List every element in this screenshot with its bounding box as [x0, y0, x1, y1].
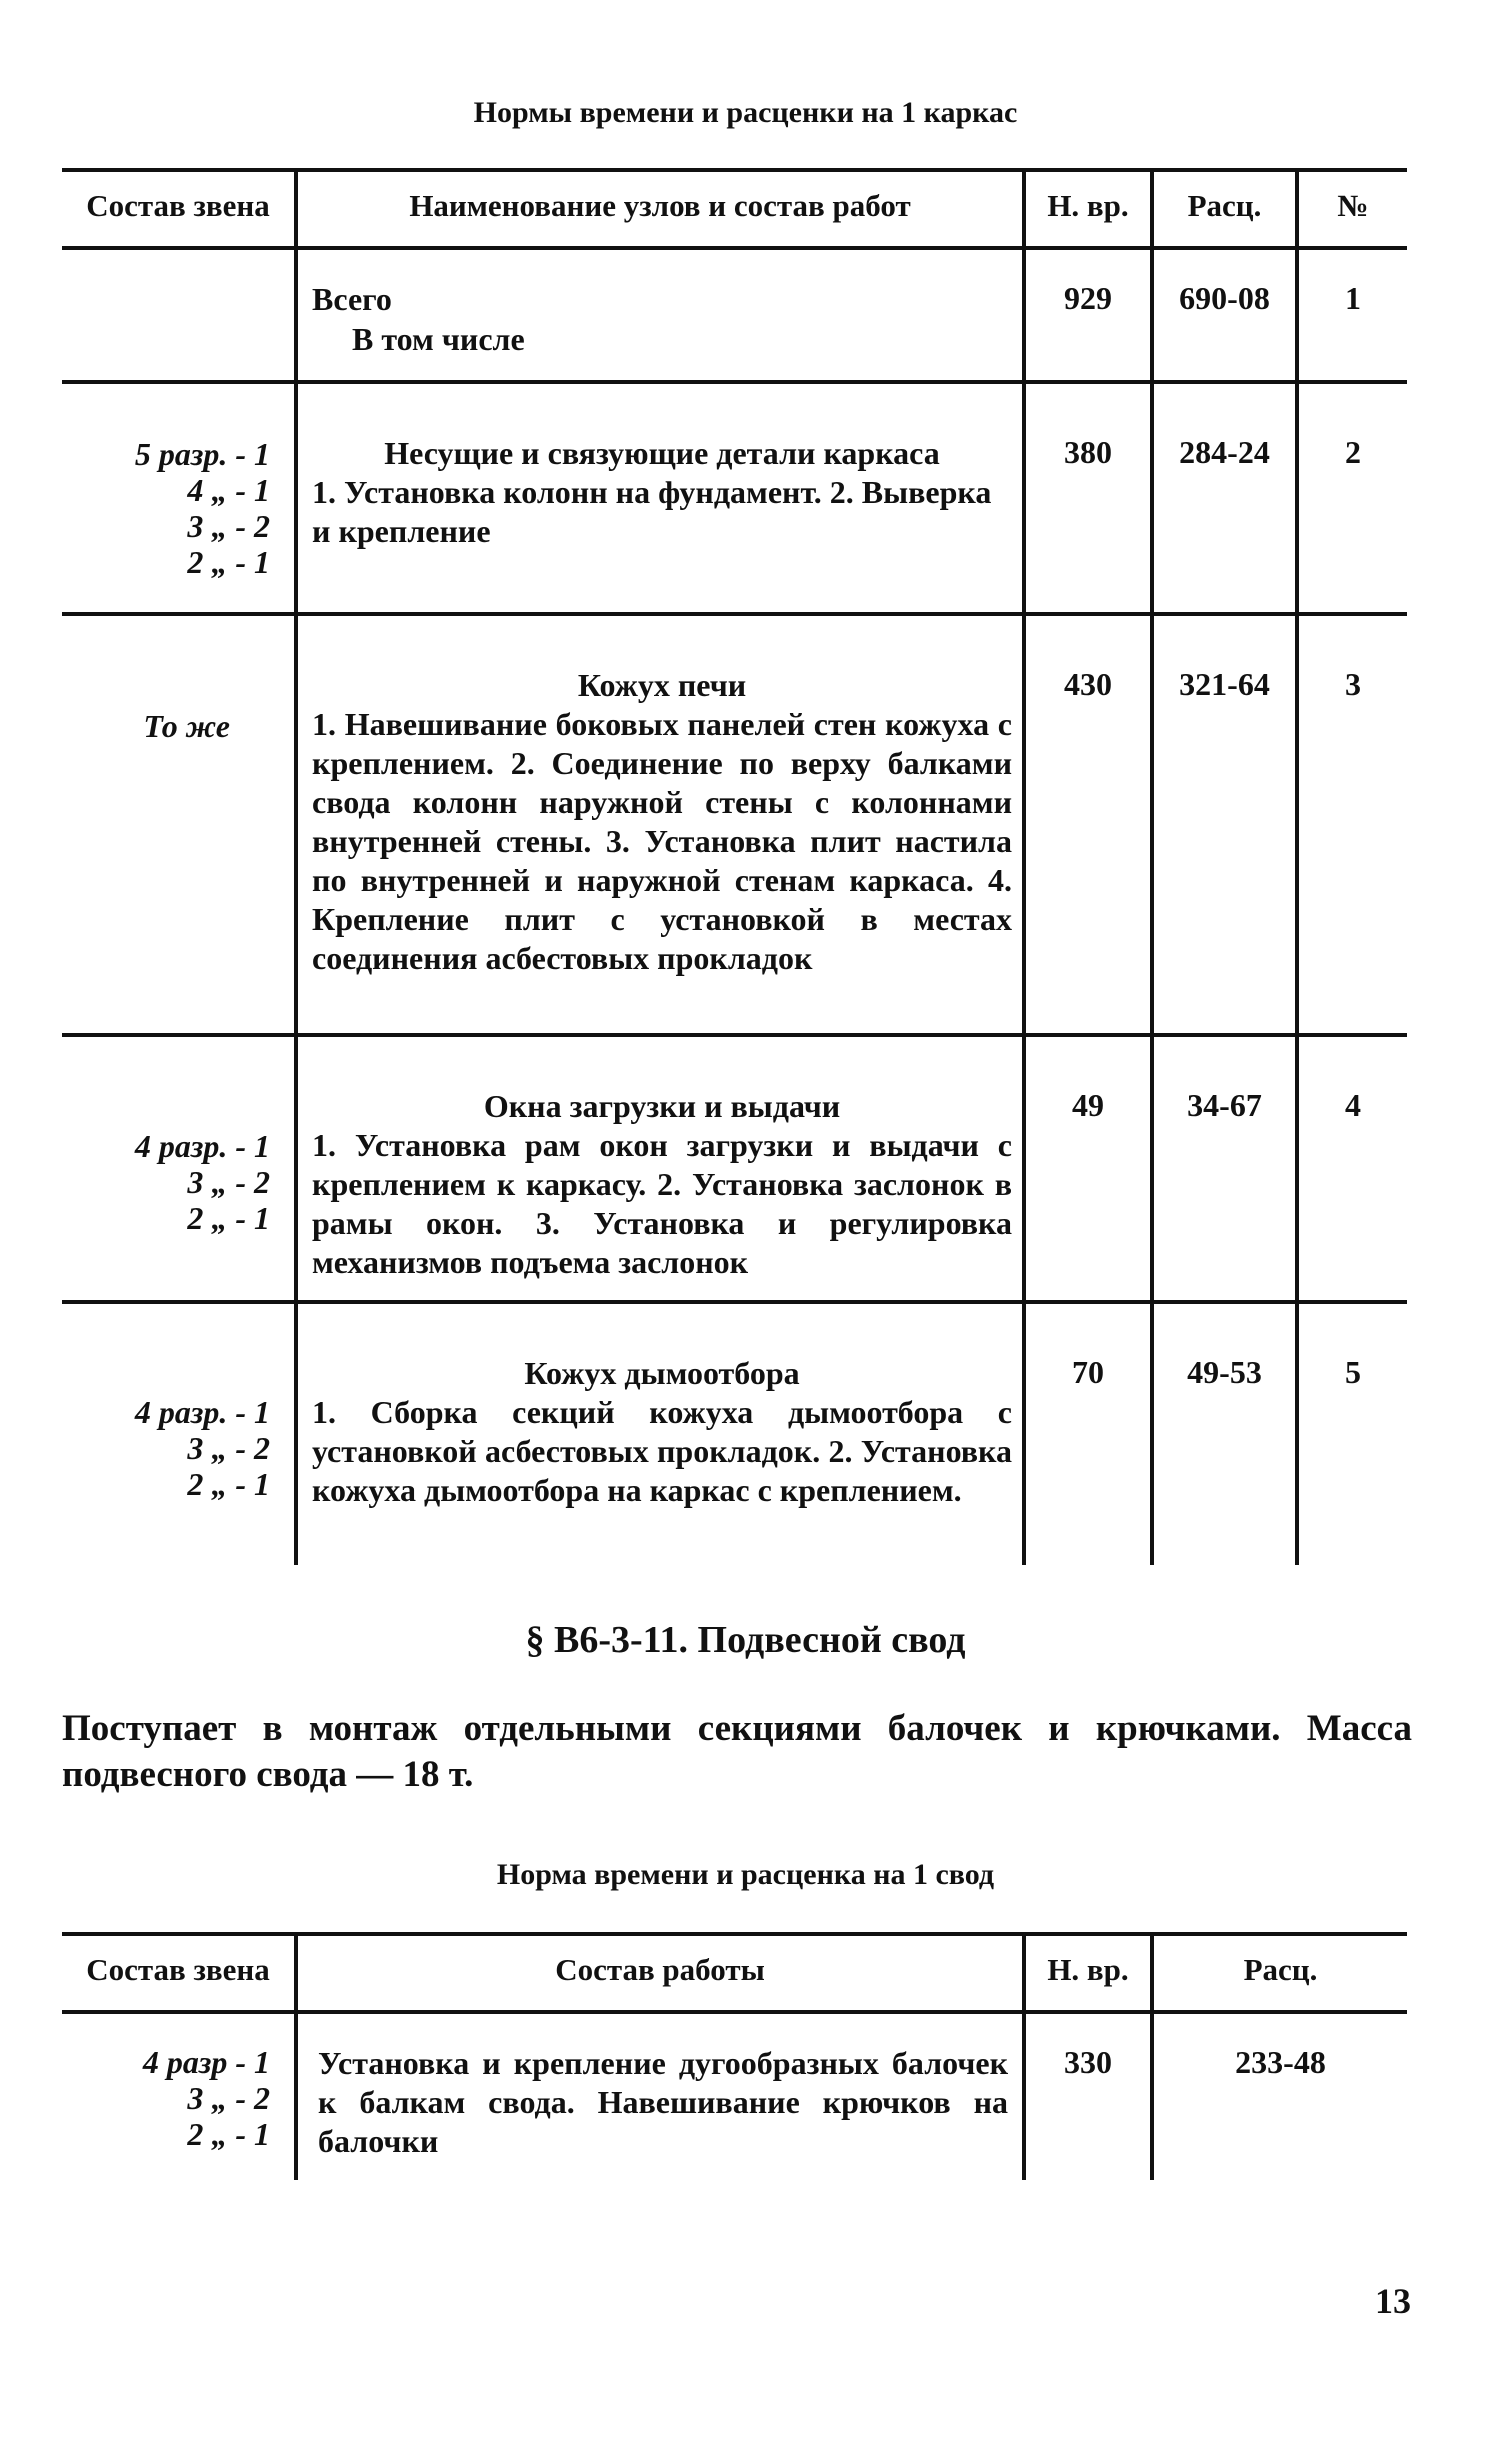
- table2-top-rule: [62, 1932, 1407, 1936]
- row1-rate: 690-08: [1179, 280, 1270, 316]
- row2-time: 380: [1064, 434, 1112, 470]
- row5-text: 1. Сборка секций кожуха дымоотбора с установкой асбестовых прокладок. 2. Установка кожуха дымоотбора на каркас с креплением.: [312, 1394, 1012, 1508]
- row5-work: [312, 1354, 1012, 1510]
- row1-title: Всего: [312, 281, 392, 317]
- header-crew: Состав звена: [86, 188, 270, 223]
- row1-no: 1: [1345, 280, 1361, 316]
- row1-subtitle: В том числе: [352, 321, 525, 357]
- row1-time: 929: [1064, 280, 1112, 316]
- row4-rate: 34-67: [1187, 1087, 1262, 1123]
- section-heading: § В6-3-11. Подвесной свод: [525, 1619, 966, 1661]
- header-time: Н. вр.: [1047, 188, 1129, 223]
- table1-row-rule: [62, 1300, 1407, 1304]
- header-no: №: [1337, 188, 1369, 223]
- section-paragraph: Поступает в монтаж отдельными секциями балочек и крючками. Масса подвесного свода — 18 т.: [62, 1708, 1412, 1795]
- table1-col-divider: [294, 170, 298, 1565]
- row4-text: 1. Установка рам окон загрузки и выдачи с креплением к каркасу. 2. Установка заслонок в рамы окон. 3. Установка и регулировка механизмов подъема заслонок: [312, 1127, 1012, 1280]
- row2-text: 1. Установка колонн на фундамент. 2. Выверка и крепление: [312, 474, 992, 549]
- row5-crew: 4 разр. - 1 3 „ - 2 2 „ - 1: [134, 1394, 270, 1502]
- row3-crew: То же: [143, 708, 230, 744]
- table2-crew: 4 разр - 1 3 „ - 2 2 „ - 1: [142, 2044, 270, 2152]
- table2-caption: Норма времени и расценка на 1 свод: [496, 1858, 995, 1891]
- table2-header-crew: Состав звена: [86, 1952, 270, 1987]
- table2-rate: 233-48: [1235, 2044, 1326, 2080]
- row2-title: Несущие и связующие детали каркаса: [384, 435, 940, 471]
- table1-header-rule: [62, 246, 1407, 250]
- row2-no: 2: [1345, 434, 1361, 470]
- table2-header-rate: Расц.: [1243, 1952, 1318, 1987]
- page-number: 13: [1375, 2281, 1411, 2321]
- row3-no: 3: [1345, 666, 1361, 702]
- row5-time: 70: [1072, 1354, 1104, 1390]
- table1-row-rule: [62, 612, 1407, 616]
- row4-crew: 4 разр. - 1 3 „ - 2 2 „ - 1: [134, 1128, 270, 1236]
- row3-rate: 321-64: [1179, 666, 1270, 702]
- table1-row-rule: [62, 380, 1407, 384]
- row4-time: 49: [1072, 1087, 1104, 1123]
- table1-caption: Нормы времени и расценки на 1 каркас: [473, 96, 1018, 129]
- row3-work: [312, 666, 1012, 978]
- table2-time: 330: [1064, 2044, 1112, 2080]
- row3-title: Кожух печи: [577, 667, 747, 703]
- row2-work: [312, 434, 1012, 551]
- row4-work: [312, 1087, 1012, 1282]
- row2-rate: 284-24: [1179, 434, 1270, 470]
- row5-no: 5: [1345, 1354, 1361, 1390]
- row3-text: 1. Навешивание боковых панелей стен кожуха с креплением. 2. Соединение по верху балками свода колонн наружной стены с колоннами внутренней стены. 3. Установка плит настила по внутренней и наружной стенам каркаса. 4. Крепление плит с установкой в местах соединения асбестовых прокладок: [312, 706, 1012, 976]
- table1-top-rule: [62, 168, 1407, 172]
- table2-header-time: Н. вр.: [1047, 1952, 1129, 1987]
- header-rate: Расц.: [1187, 188, 1262, 223]
- table2-header-rule: [62, 2010, 1407, 2014]
- table2-work: Установка и крепление дугообразных балочек к балкам свода. Навешивание крючков на балочки: [318, 2045, 1008, 2159]
- row5-title: Кожух дымоотбора: [524, 1355, 800, 1391]
- row4-title: Окна загрузки и выдачи: [483, 1088, 841, 1124]
- table1-row-rule: [62, 1033, 1407, 1037]
- row4-no: 4: [1345, 1087, 1361, 1123]
- table2-header-work: Состав работы: [555, 1952, 765, 1987]
- header-work: Наименование узлов и состав работ: [409, 188, 911, 223]
- row2-crew: 5 разр. - 1 4 „ - 1 3 „ - 2 2 „ - 1: [134, 436, 270, 580]
- row3-time: 430: [1064, 666, 1112, 702]
- row5-rate: 49-53: [1187, 1354, 1262, 1390]
